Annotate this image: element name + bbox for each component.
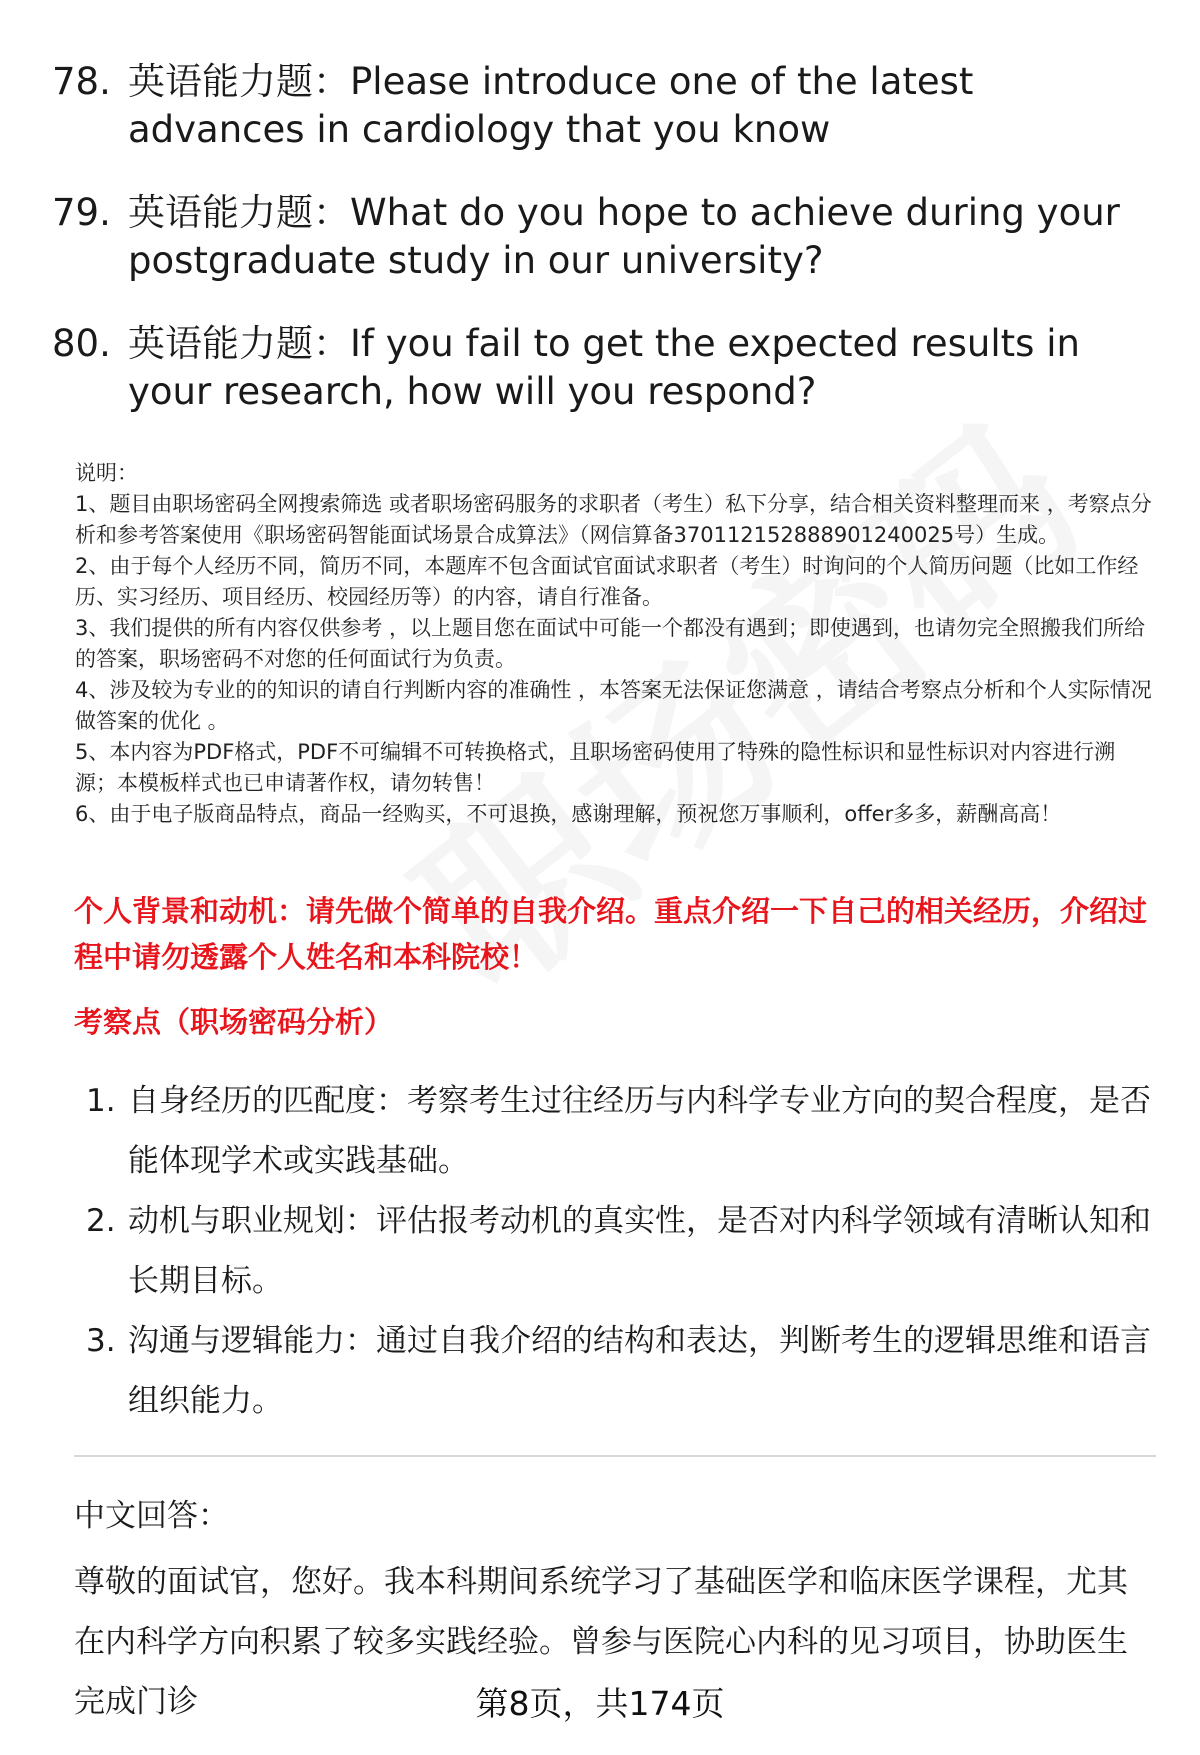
section-title: 个人背景和动机：请先做个简单的自我介绍。重点介绍一下自己的相关经历，介绍过程中请勿透露个人姓名和本科院校！ xyxy=(74,894,1148,974)
question-text: 英语能力题：Please introduce one of the latest advances in cardiology that you know xyxy=(128,60,974,151)
question-list xyxy=(52,58,1152,451)
question-text: 英语能力题：If you fail to get the expected results in your research, how will you respond? xyxy=(128,322,1080,413)
assessment-point xyxy=(86,1191,1156,1311)
assessment-point xyxy=(86,1071,1156,1191)
question-item xyxy=(52,320,1152,416)
point-text: 自身经历的匹配度：考察考生过往经历与内科学专业方向的契合程度，是否能体现学术或实践基础。 xyxy=(128,1083,1151,1179)
point-text: 动机与职业规划：评估报考动机的真实性，是否对内科学领域有清晰认知和长期目标。 xyxy=(128,1203,1151,1299)
question-number: 80. xyxy=(52,322,111,365)
note-item: 3、我们提供的所有内容仅供参考 ，以上题目您在面试中可能一个都没有遇到；即使遇到，也请勿完全照搬我们所给的答案，职场密码不对您的任何面试行为负责。 xyxy=(75,616,1146,671)
notes-block xyxy=(75,458,1155,830)
point-number: 2. xyxy=(86,1203,116,1239)
note-item: 2、由于每个人经历不同，简历不同，本题库不包含面试官面试求职者（考生）时询问的个人简历问题（比如工作经历、实习经历、项目经历、校园经历等）的内容，请自行准备。 xyxy=(75,554,1139,609)
note-item: 4、涉及较为专业的的知识的请自行判断内容的准确性 ，本答案无法保证您满意 ，请结合考察点分析和个人实际情况做答案的优化 。 xyxy=(75,678,1152,733)
notes-heading: 说明： xyxy=(75,461,138,485)
section-subtitle: 考察点（职场密码分析） xyxy=(74,1005,394,1039)
divider xyxy=(74,1455,1156,1457)
assessment-points xyxy=(86,1071,1156,1431)
question-number: 78. xyxy=(52,60,111,103)
note-item: 5、本内容为PDF格式，PDF不可编辑不可转换格式，且职场密码使用了特殊的隐性标识和显性标识对内容进行溯源；本模板样式也已申请著作权，请勿转售！ xyxy=(75,740,1116,795)
note-item: 1、题目由职场密码全网搜索筛选 或者职场密码服务的求职者（考生）私下分享，结合相关资料整理而来 ，考察点分析和参考答案使用《职场密码智能面试场景合成算法》（网信算备370112152888901240025号）生成。 xyxy=(75,492,1152,547)
answer-body: 尊敬的面试官，您好。我本科期间系统学习了基础医学和临床医学课程，尤其在内科学方向积累了较多实践经验。曾参与医院心内科的见习项目，协助医生完成门诊 xyxy=(74,1564,1128,1720)
assessment-point xyxy=(86,1311,1156,1431)
question-item xyxy=(52,58,1152,154)
point-text: 沟通与逻辑能力：通过自我介绍的结构和表达，判断考生的逻辑思维和语言组织能力。 xyxy=(128,1323,1151,1419)
note-item: 6、由于电子版商品特点，商品一经购买，不可退换，感谢理解，预祝您万事顺利，offer多多，薪酬高高！ xyxy=(75,802,1062,826)
answer-label: 中文回答： xyxy=(74,1498,229,1534)
point-number: 1. xyxy=(86,1083,116,1119)
question-text: 英语能力题：What do you hope to achieve during your postgraduate study in our university? xyxy=(128,191,1120,282)
question-item xyxy=(52,189,1152,285)
point-number: 3. xyxy=(86,1323,116,1359)
page-number: 第8页，共174页 xyxy=(475,1684,725,1723)
question-number: 79. xyxy=(52,191,111,234)
